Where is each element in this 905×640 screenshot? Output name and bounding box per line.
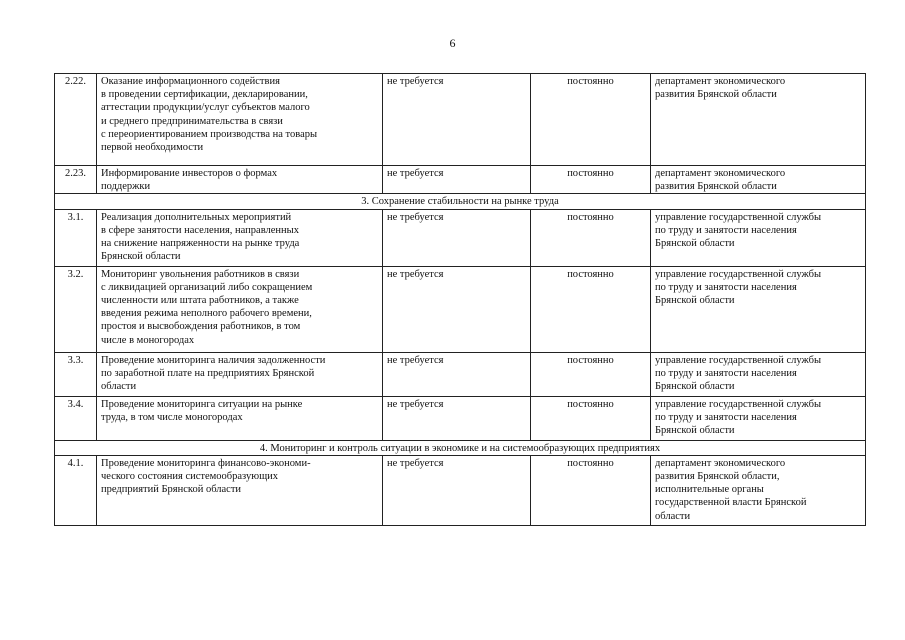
section-header <box>55 440 866 455</box>
row-responsible: управление государственной службы по труду и занятости населения Брянской области <box>651 352 866 396</box>
row-responsible: департамент экономического развития Брянской области <box>651 166 866 194</box>
row-funding: не требуется <box>383 396 531 440</box>
row-number: 3.2. <box>55 266 97 352</box>
measures-table <box>54 73 866 526</box>
row-period: постоянно <box>531 166 651 194</box>
table-row <box>55 455 866 525</box>
row-period: постоянно <box>531 74 651 166</box>
row-number: 3.3. <box>55 352 97 396</box>
row-period: постоянно <box>531 352 651 396</box>
row-responsible: управление государственной службы по труду и занятости населения Брянской области <box>651 266 866 352</box>
row-responsible: управление государственной службы по труду и занятости населения Брянской области <box>651 396 866 440</box>
section-title: 3. Сохранение стабильности на рынке труда <box>55 194 866 209</box>
row-number: 2.22. <box>55 74 97 166</box>
row-responsible: департамент экономического развития Брянской области <box>651 74 866 166</box>
row-action: Проведение мониторинга ситуации на рынке труда, в том числе моногородах <box>97 396 383 440</box>
row-action: Мониторинг увольнения работников в связи с ликвидацией организаций либо сокращением численности или штата работников, а также введения режима неполного рабочего времени, простоя и высвобождения работников, в том числе в моногородах <box>97 266 383 352</box>
page-number: 6 <box>449 36 456 50</box>
row-period: постоянно <box>531 266 651 352</box>
row-action: Реализация дополнительных мероприятий в сфере занятости населения, направленных на снижение напряженности на рынке труда Брянской области <box>97 209 383 266</box>
row-number: 3.1. <box>55 209 97 266</box>
table-row <box>55 396 866 440</box>
section-title: 4. Мониторинг и контроль ситуации в экономике и на системообразующих предприятиях <box>55 440 866 455</box>
row-funding: не требуется <box>383 352 531 396</box>
row-funding: не требуется <box>383 266 531 352</box>
row-period: постоянно <box>531 455 651 525</box>
row-funding: не требуется <box>383 455 531 525</box>
row-action: Информирование инвесторов о формах поддержки <box>97 166 383 194</box>
row-period: постоянно <box>531 396 651 440</box>
section-header <box>55 194 866 209</box>
row-responsible: департамент экономического развития Брянской области, исполнительные органы государственной власти Брянской области <box>651 455 866 525</box>
row-number: 4.1. <box>55 455 97 525</box>
table-row <box>55 352 866 396</box>
table-row <box>55 209 866 266</box>
row-action: Проведение мониторинга финансово-экономи- ческого состояния системообразующих предприятий Брянской области <box>97 455 383 525</box>
row-funding: не требуется <box>383 74 531 166</box>
row-number: 3.4. <box>55 396 97 440</box>
row-action: Оказание информационного содействия в проведении сертификации, декларировании, аттестации продукции/услуг субъектов малого и среднего предпринимательства в связи с переориентированием производства на товары первой необходимости <box>97 74 383 166</box>
row-responsible: управление государственной службы по труду и занятости населения Брянской области <box>651 209 866 266</box>
row-number: 2.23. <box>55 166 97 194</box>
table-row <box>55 74 866 166</box>
row-funding: не требуется <box>383 166 531 194</box>
row-period: постоянно <box>531 209 651 266</box>
table-row <box>55 266 866 352</box>
table-row <box>55 166 866 194</box>
row-action: Проведение мониторинга наличия задолженности по заработной плате на предприятиях Брянской области <box>97 352 383 396</box>
row-funding: не требуется <box>383 209 531 266</box>
